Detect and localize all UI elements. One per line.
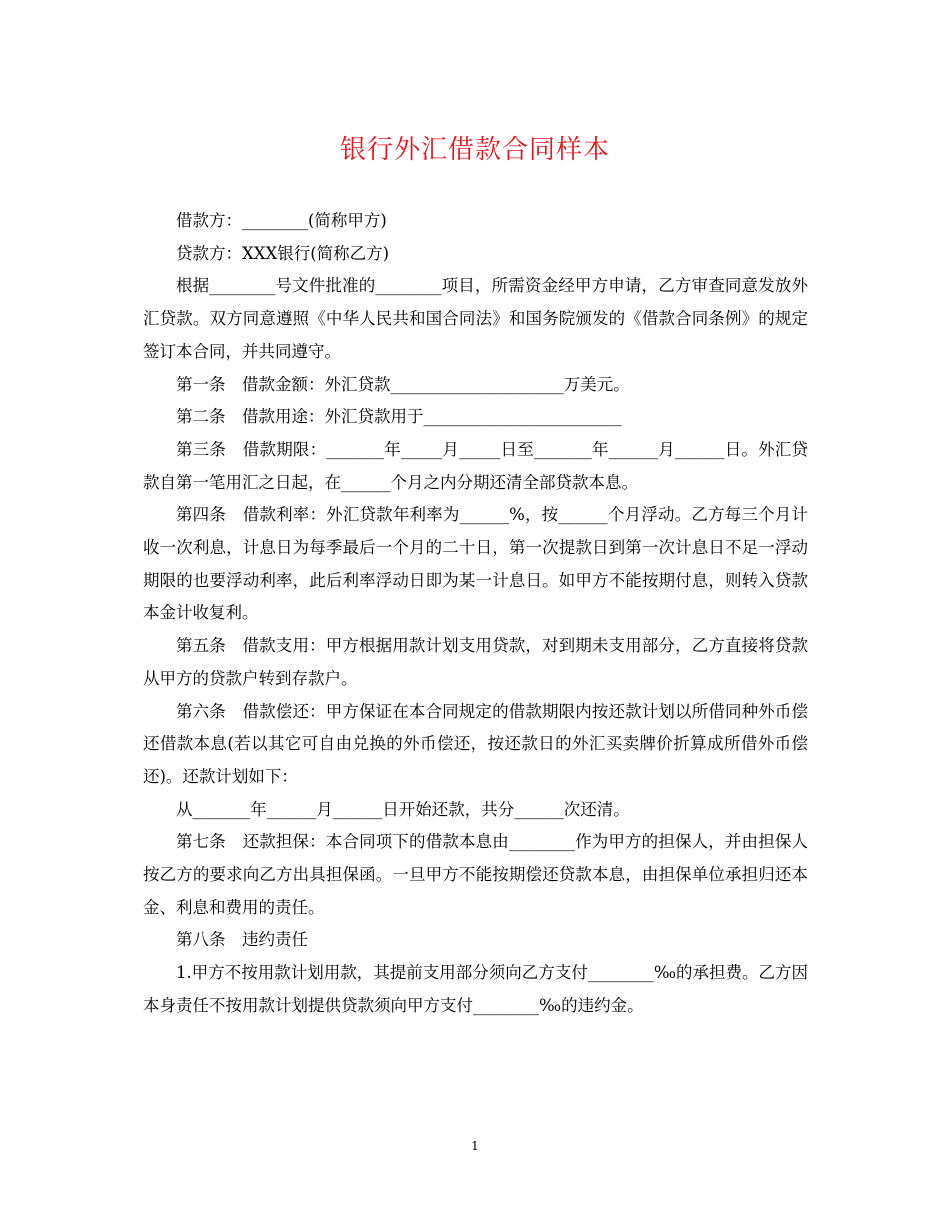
- paragraph-article-2: 第二条 借款用途：外汇贷款用于________________________: [176, 407, 622, 427]
- paragraph-article-5: 第五条 借款支用：甲方根据用款计划支用贷款，对到期未支用部分，乙方直接将贷款从甲方的贷款户转到存款户。: [143, 636, 808, 688]
- paragraph-article-8-clause-1: 1.甲方不按用款计划用款，其提前支用部分须向乙方支付________‰的承担费。乙方因本身责任不按用款计划提供贷款须向甲方支付________‰的违约金。: [143, 963, 808, 1015]
- paragraph-lender: 贷款方：XXX银行(简称乙方): [176, 243, 390, 263]
- paragraph-preamble: 根据________号文件批准的________项目，所需资金经甲方申请，乙方审查同意发放外汇贷款。双方同意遵照《中华人民共和国合同法》和国务院颁发的《借款合同条例》的规定签订本合同，并共同遵守。: [143, 276, 808, 361]
- paragraph-article-1: 第一条 借款金额：外汇贷款_____________________万美元。: [176, 374, 630, 394]
- paragraph-article-4: 第四条 借款利率：外汇贷款年利率为______%，按______个月浮动。乙方每三个月计收一次利息，计息日为每季最后一个月的二十日，第一次提款日到第一次计息日不足一浮动期限的也要浮动利率，此后利率浮动日即为某一计息日。如甲方不能按期付息，则转入贷款本金计收复利。: [143, 505, 808, 623]
- paragraph-article-3: 第三条 借款期限：_______年_____月_____日至_______年______月______日。外汇贷款自第一笔用汇之日起，在______个月之内分期还清全部贷款本息。: [143, 439, 808, 492]
- paragraph-repayment-plan: 从_______年______月______日开始还款，共分______次还清。: [176, 799, 630, 819]
- document-body: [143, 205, 808, 1023]
- paragraph-borrower: 借款方：________(简称甲方): [176, 211, 387, 230]
- paragraph-article-8: 第八条 违约责任: [176, 930, 308, 950]
- page-number: 1: [471, 1139, 479, 1153]
- paragraph-article-7: 第七条 还款担保：本合同项下的借款本息由________作为甲方的担保人，并由担保人按乙方的要求向乙方出具担保函。一旦甲方不能按期偿还贷款本息，由担保单位承担归还本金、利息和费用的责任。: [143, 832, 808, 917]
- paragraph-article-6: 第六条 借款偿还：甲方保证在本合同规定的借款期限内按还款计划以所借同种外币偿还借款本息(若以其它可自由兑换的外币偿还，按还款日的外汇买卖牌价折算成所借外币偿还)。还款计划如下：: [143, 701, 808, 786]
- document-title: 银行外汇借款合同样本: [339, 135, 610, 165]
